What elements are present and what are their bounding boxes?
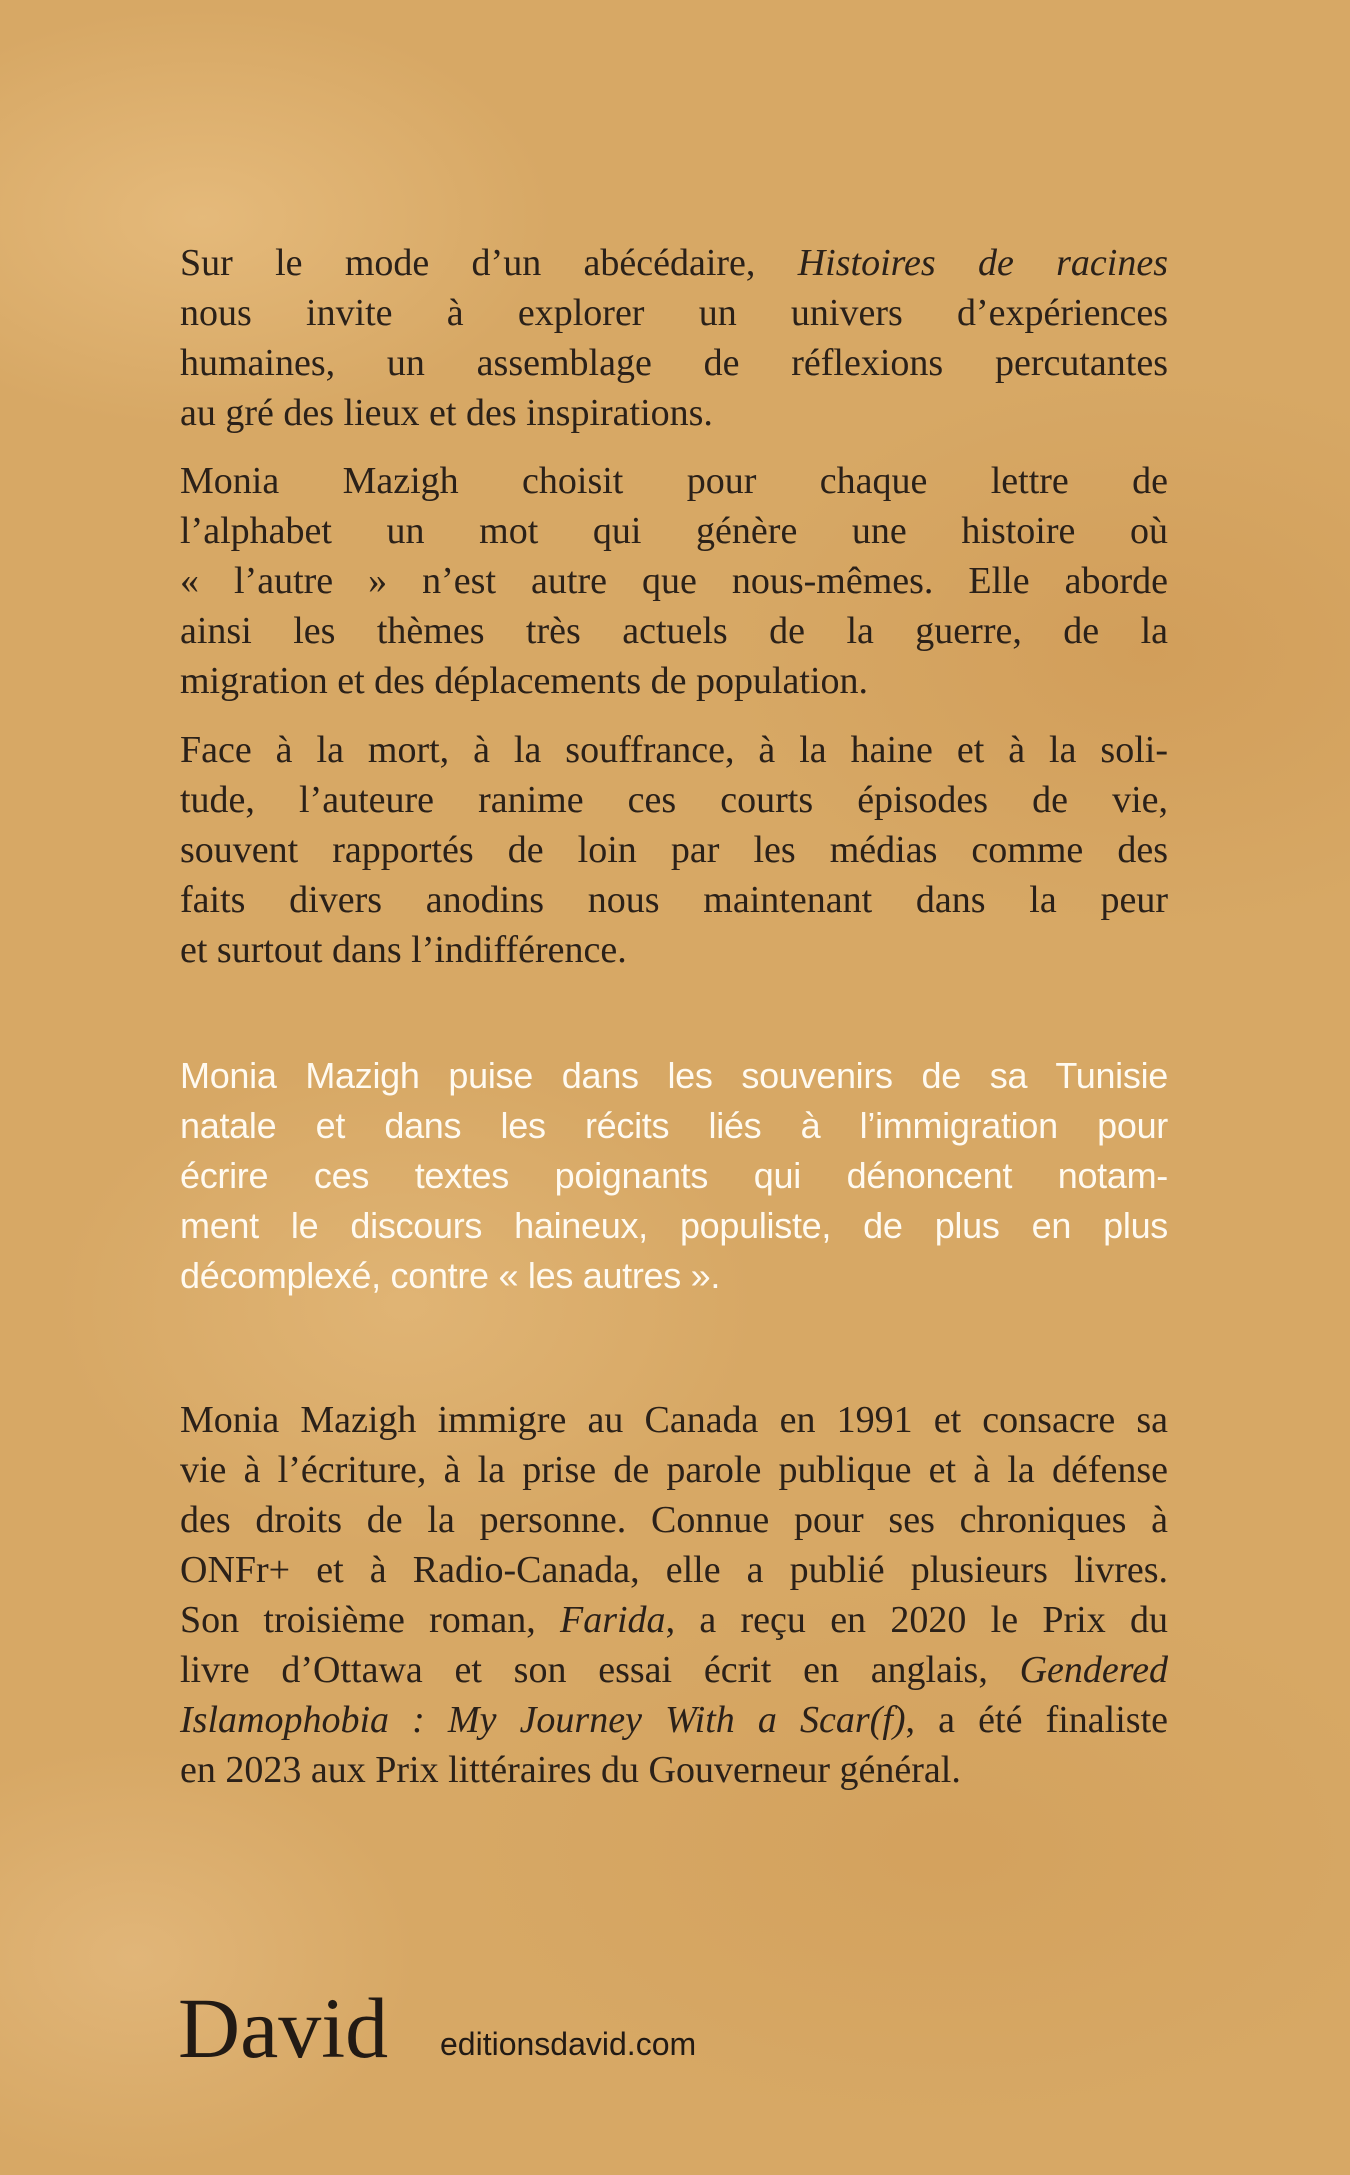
paragraph-author-bio xyxy=(180,1395,1168,1795)
text-run: natale et dans les récits liés à l’immigration pour xyxy=(180,1105,1168,1146)
text-line xyxy=(180,1545,1168,1595)
text-run: en 2023 aux Prix littéraires du Gouverneur général. xyxy=(180,1749,961,1791)
text-line xyxy=(180,388,1168,438)
text-run: ONFr+ et à Radio-Canada, elle a publié plusieurs livres. xyxy=(180,1549,1168,1591)
text-line xyxy=(180,1595,1168,1645)
text-run: décomplexé, contre « les autres ». xyxy=(180,1255,721,1296)
text-line xyxy=(180,338,1168,388)
text-line xyxy=(180,1745,1168,1795)
text-run: souvent rapportés de loin par les médias comme des xyxy=(180,829,1168,871)
italic-title: Histoires de racines xyxy=(797,242,1168,284)
text-line xyxy=(180,725,1168,775)
text-run: faits divers anodins nous maintenant dans la peur xyxy=(180,879,1168,921)
text-run: des droits de la personne. Connue pour ses chroniques à xyxy=(180,1499,1168,1541)
paragraph-intro-2 xyxy=(180,456,1168,706)
italic-title: Islamophobia : My Journey With a Scar(f) xyxy=(180,1699,906,1741)
publisher-website[interactable]: editionsdavid.com xyxy=(440,2026,697,2062)
publisher-logo: David xyxy=(178,1980,389,2076)
italic-title: Farida xyxy=(560,1599,666,1641)
text-line xyxy=(180,1151,1168,1201)
text-run: humaines, un assemblage de réflexions percutantes xyxy=(180,342,1168,384)
text-line xyxy=(180,1495,1168,1545)
text-run: Face à la mort, à la souffrance, à la haine et à la soli- xyxy=(180,729,1168,771)
text-run: l’alphabet un mot qui génère une histoire où xyxy=(180,510,1168,552)
paragraph-highlight xyxy=(180,1051,1168,1301)
text-run: nous invite à explorer un univers d’expériences xyxy=(180,292,1168,334)
text-run: Monia Mazigh choisit pour chaque lettre de xyxy=(180,460,1168,502)
text-run: vie à l’écriture, à la prise de parole publique et à la défense xyxy=(180,1449,1168,1491)
text-run: ment le discours haineux, populiste, de plus en plus xyxy=(180,1205,1168,1246)
text-line xyxy=(180,825,1168,875)
text-run: au gré des lieux et des inspirations. xyxy=(180,392,713,434)
text-run: écrire ces textes poignants qui dénoncent notam- xyxy=(180,1155,1168,1196)
text-line xyxy=(180,1051,1168,1101)
text-line xyxy=(180,925,1168,975)
text-line xyxy=(180,1251,1168,1301)
text-line xyxy=(180,1201,1168,1251)
text-line xyxy=(180,606,1168,656)
italic-title: Gendered xyxy=(1019,1649,1168,1691)
text-line xyxy=(180,1445,1168,1495)
text-run: Sur le mode d’un abécédaire, xyxy=(180,242,798,284)
text-run: « l’autre » n’est autre que nous-mêmes. Elle aborde xyxy=(180,560,1168,602)
paragraph-intro-3 xyxy=(180,725,1168,975)
text-run: livre d’Ottawa et son essai écrit en anglais, xyxy=(180,1649,1020,1691)
text-line xyxy=(180,1101,1168,1151)
text-line xyxy=(180,1695,1168,1745)
text-line xyxy=(180,238,1168,288)
text-line xyxy=(180,456,1168,506)
text-line xyxy=(180,1395,1168,1445)
text-run: , a reçu en 2020 le Prix du xyxy=(665,1599,1168,1641)
paragraph-intro-1 xyxy=(180,238,1168,438)
text-run: ainsi les thèmes très actuels de la guerre, de la xyxy=(180,610,1168,652)
text-run: migration et des déplacements de population. xyxy=(180,660,869,702)
text-line xyxy=(180,656,1168,706)
text-run: Monia Mazigh immigre au Canada en 1991 et consacre sa xyxy=(180,1399,1168,1441)
text-line xyxy=(180,288,1168,338)
text-line xyxy=(180,556,1168,606)
text-run: tude, l’auteure ranime ces courts épisodes de vie, xyxy=(180,779,1168,821)
text-run: et surtout dans l’indifférence. xyxy=(180,929,627,971)
text-run: Son troisième roman, xyxy=(180,1599,560,1641)
text-line xyxy=(180,875,1168,925)
text-run: , a été finaliste xyxy=(905,1699,1168,1741)
text-line xyxy=(180,1645,1168,1695)
text-run: Monia Mazigh puise dans les souvenirs de sa Tunisie xyxy=(180,1055,1168,1096)
text-line xyxy=(180,506,1168,556)
text-line xyxy=(180,775,1168,825)
